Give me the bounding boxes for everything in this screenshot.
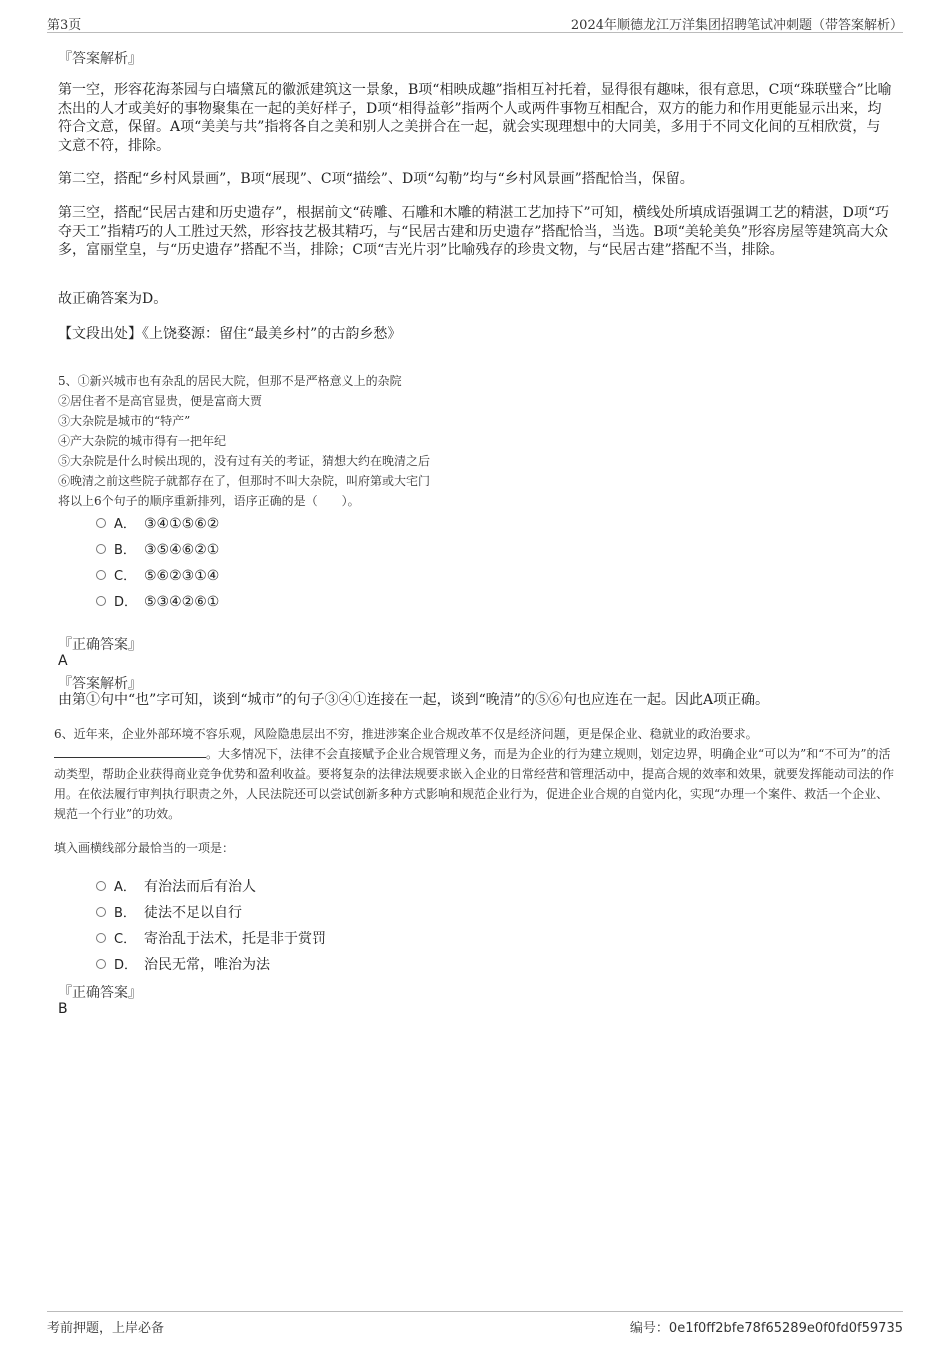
q5-option-d[interactable] bbox=[96, 591, 219, 611]
q6-stem-intro: 6、近年来，企业外部环境不容乐观，风险隐患层出不穷，推进涉案企业合规改革不仅是经济问题，更是保企业、稳就业的政治要求。 bbox=[54, 727, 758, 741]
q6-option-b[interactable] bbox=[96, 902, 242, 922]
fill-in-blank bbox=[54, 745, 206, 758]
radio-icon[interactable] bbox=[96, 544, 106, 554]
q5-analysis-label: 『答案解析』 bbox=[58, 676, 142, 692]
q5-line: 5、①新兴城市也有杂乱的居民大院，但那不是严格意义上的杂院 bbox=[58, 374, 402, 388]
q5-option-c[interactable] bbox=[96, 565, 219, 585]
page-header bbox=[47, 12, 903, 33]
radio-icon[interactable] bbox=[96, 881, 106, 891]
q5-analysis: 由第①句中“也”字可知，谈到“城市”的句子③④①连接在一起，谈到“晚清”的⑤⑥句也应连在一起。因此A项正确。 bbox=[58, 692, 770, 708]
analysis-conclusion: 故正确答案为D。 bbox=[58, 291, 168, 307]
question-6-stem bbox=[54, 724, 894, 824]
footer-slogan: 考前押题，上岸必备 bbox=[47, 1321, 165, 1336]
q5-line: ③大杂院是城市的“特产” bbox=[58, 414, 191, 428]
option-text: 治民无常，唯治为法 bbox=[144, 957, 270, 973]
code-label: 编号： bbox=[629, 1321, 669, 1336]
option-text: ③⑤④⑥②① bbox=[144, 542, 220, 558]
q5-option-b[interactable] bbox=[96, 539, 219, 559]
question-5-stem bbox=[58, 371, 893, 511]
document-title: 2024年顺德龙江万洋集团招聘笔试冲刺题（带答案解析） bbox=[570, 18, 903, 33]
q5-line: ④产大杂院的城市得有一把年纪 bbox=[58, 434, 227, 448]
q5-option-a[interactable] bbox=[96, 513, 219, 533]
document-code bbox=[630, 1317, 903, 1336]
option-letter: D． bbox=[114, 595, 138, 610]
option-letter: B． bbox=[114, 906, 136, 921]
radio-icon[interactable] bbox=[96, 518, 106, 528]
q6-option-d[interactable] bbox=[96, 954, 270, 974]
q5-line: ⑤大杂院是什么时候出现的，没有过有关的考证，猜想大约在晚清之后 bbox=[58, 454, 431, 468]
page-number: 第3页 bbox=[47, 18, 82, 33]
analysis-paragraph-2: 第二空，搭配“乡村风景画”，B项“展现”、C项“描绘”、D项“勾勒”均与“乡村风景画”搭配恰当，保留。 bbox=[58, 171, 694, 187]
option-letter: D． bbox=[114, 958, 138, 973]
option-text: 徒法不足以自行 bbox=[144, 905, 242, 921]
q5-line: ②居住者不是高官显贵，便是富商大贾 bbox=[58, 394, 263, 408]
option-text: 寄治乱于法术，托是非于赏罚 bbox=[144, 931, 326, 947]
option-letter: C． bbox=[114, 932, 137, 947]
q6-answer-label: 『正确答案』 bbox=[58, 985, 142, 1001]
option-text: ⑤⑥②③①④ bbox=[144, 568, 220, 584]
option-letter: C． bbox=[114, 569, 137, 584]
code-value: 0e1f0ff2bfe78f65289e0f0fd0f59735 bbox=[668, 1321, 903, 1336]
q6-answer: B bbox=[58, 1001, 68, 1017]
option-text: ⑤③④②⑥① bbox=[144, 594, 220, 610]
option-letter: B． bbox=[114, 543, 136, 558]
q5-line: ⑥晚清之前这些院子就都存在了，但那时不叫大杂院，叫府第或大宅门 bbox=[58, 474, 431, 488]
radio-icon[interactable] bbox=[96, 933, 106, 943]
q5-answer: A bbox=[58, 653, 68, 669]
q6-option-c[interactable] bbox=[96, 928, 326, 948]
radio-icon[interactable] bbox=[96, 596, 106, 606]
radio-icon[interactable] bbox=[96, 570, 106, 580]
analysis-paragraph-3: 第三空，搭配“民居古建和历史遗存”，根据前文“砖雕、石雕和木雕的精湛工艺加持下”可知，横线处所填成语强调工艺的精湛，D项“巧夺天工”指精巧的人工胜过天然，形容技艺极其精巧，与“民居古建和历史遗存”搭配恰当，当选。B项“美轮美奂”形容房屋等建筑高大众多，富丽堂皇，与“历史遗存”搭配不当，排除；C项“吉光片羽”比喻残存的珍贵文物，与“民居古建”搭配不当，排除。 bbox=[58, 205, 890, 258]
radio-icon[interactable] bbox=[96, 959, 106, 969]
option-letter: A． bbox=[114, 517, 136, 532]
source-citation: 【文段出处】《上饶婺源：留住“最美乡村”的古韵乡愁》 bbox=[58, 326, 402, 342]
option-text: 有治法而后有治人 bbox=[144, 879, 256, 895]
option-letter: A． bbox=[114, 880, 136, 895]
q6-option-a[interactable] bbox=[96, 876, 256, 896]
q6-prompt: 填入画横线部分最恰当的一项是： bbox=[54, 841, 235, 855]
radio-icon[interactable] bbox=[96, 907, 106, 917]
page-footer bbox=[47, 1311, 903, 1338]
q5-answer-label: 『正确答案』 bbox=[58, 637, 142, 653]
q6-stem-body: 。大多情况下，法律不会直接赋予企业合规管理义务，而是为企业的行为建立规则，划定边界，明确企业“可以为”和“不可为”的活动类型，帮助企业获得商业竞争优势和盈利收益。要将复杂的法律法规要求嵌入企业的日常经营和管理活动中，提高合规的效率和效果，就要发挥能动司法的作用。在依法履行审判执行职责之外，人民法院还可以尝试创新多种方式影响和规范企业行为，促进企业合规的自觉内化，实现“办理一个案件、救活一个企业、规范一个行业”的功效。 bbox=[54, 747, 895, 821]
analysis-paragraph-1: 第一空，形容花海茶园与白墙黛瓦的徽派建筑这一景象，B项“相映成趣”指相互衬托着，显得很有趣味，很有意思，C项“珠联璧合”比喻杰出的人才或美好的事物聚集在一起的美好样子，D项“相得益彰”指两个人或两件事物互相配合，双方的能力和作用更能显示出来，均符合文意，保留。A项“美美与共”指将各自之美和别人之美拼合在一起，就会实现理想中的大同美，多用于不同文化间的互相欣赏，与文意不符，排除。 bbox=[58, 82, 892, 154]
option-text: ③④①⑤⑥② bbox=[144, 516, 220, 532]
analysis-label: 『答案解析』 bbox=[58, 51, 142, 67]
q5-line: 将以上6个句子的顺序重新排列，语序正确的是（ ）。 bbox=[58, 494, 360, 508]
